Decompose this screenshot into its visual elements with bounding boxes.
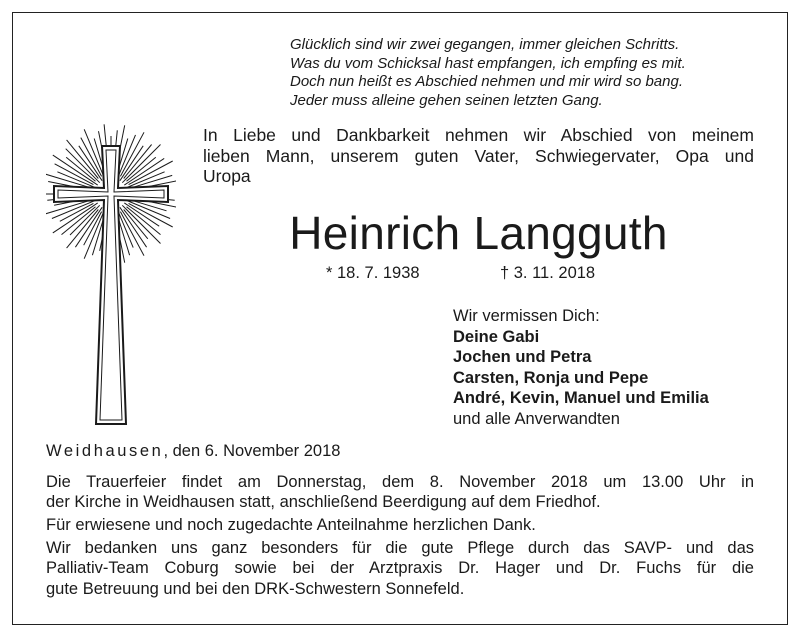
mourners (453, 306, 709, 429)
gratitude-paragraph (46, 538, 754, 599)
funeral-line: der Kirche in Weidhausen statt, anschließend Beerdigung auf dem Friedhof. (46, 493, 601, 512)
intro-line: Uropa (203, 166, 251, 186)
birth-date: * 18. 7. 1938 (326, 264, 420, 282)
mourners-others: und alle Anverwandten (453, 409, 620, 428)
deceased-name: Heinrich Langguth (289, 207, 668, 259)
mourner-name: Deine Gabi (453, 327, 540, 346)
notice-date: , den 6. November 2018 (163, 442, 341, 460)
cross-ray (70, 205, 100, 235)
thanks-paragraph: Für erwiesene und noch zugedachte Anteilnahme herzlichen Dank. (46, 516, 536, 535)
cross-ray (122, 145, 160, 183)
poem-line: Doch nun heißt es Abschied nehmen und mir wird so bang. (290, 73, 683, 91)
mourner-name: Carsten, Ronja und Pepe (453, 368, 649, 387)
poem-line: Was du vom Schicksal hast empfangen, ich empfing es mit. (290, 54, 686, 72)
cross-ray (122, 205, 160, 243)
intro-line: lieben Mann, unserem guten Vater, Schwiegervater, Opa und (203, 145, 754, 166)
place-name: Weidhausen (46, 442, 164, 460)
poem-line: Glücklich sind wir zwei gegangen, immer gleichen Schritts. (290, 36, 680, 53)
cross-ray (124, 158, 164, 185)
closing-text (46, 472, 754, 602)
cross-ray (75, 207, 102, 247)
place-date (46, 442, 340, 461)
gratitude-line: Palliativ-Team Coburg sowie bei der Arztpraxis Dr. Hager und Dr. Fuchs für die (46, 559, 754, 578)
poem-line: Jeder muss alleine gehen seinen letzten Gang. (290, 91, 603, 109)
gratitude-line: gute Betreuung und bei den DRK-Schwestern Sonnefeld. (46, 579, 465, 598)
poem (290, 36, 686, 110)
mourner-name: Jochen und Petra (453, 348, 592, 366)
cross-ray (120, 207, 147, 247)
mourners-heading: Wir vermissen Dich: (453, 307, 600, 325)
gratitude-line: Wir bedanken uns ganz besonders für die gute Pflege durch das SAVP- und das (46, 539, 754, 558)
intro-text (203, 125, 754, 187)
cross-icon (46, 124, 176, 430)
intro-line: In Liebe und Dankbarkeit nehmen wir Abschied von meinem (203, 125, 754, 145)
death-date: † 3. 11. 2018 (500, 264, 596, 282)
funeral-paragraph (46, 472, 754, 513)
funeral-line: Die Trauerfeier findet am Donnerstag, dem 8. November 2018 um 13.00 Uhr in (46, 473, 754, 491)
mourner-name: André, Kevin, Manuel und Emilia (453, 389, 709, 407)
